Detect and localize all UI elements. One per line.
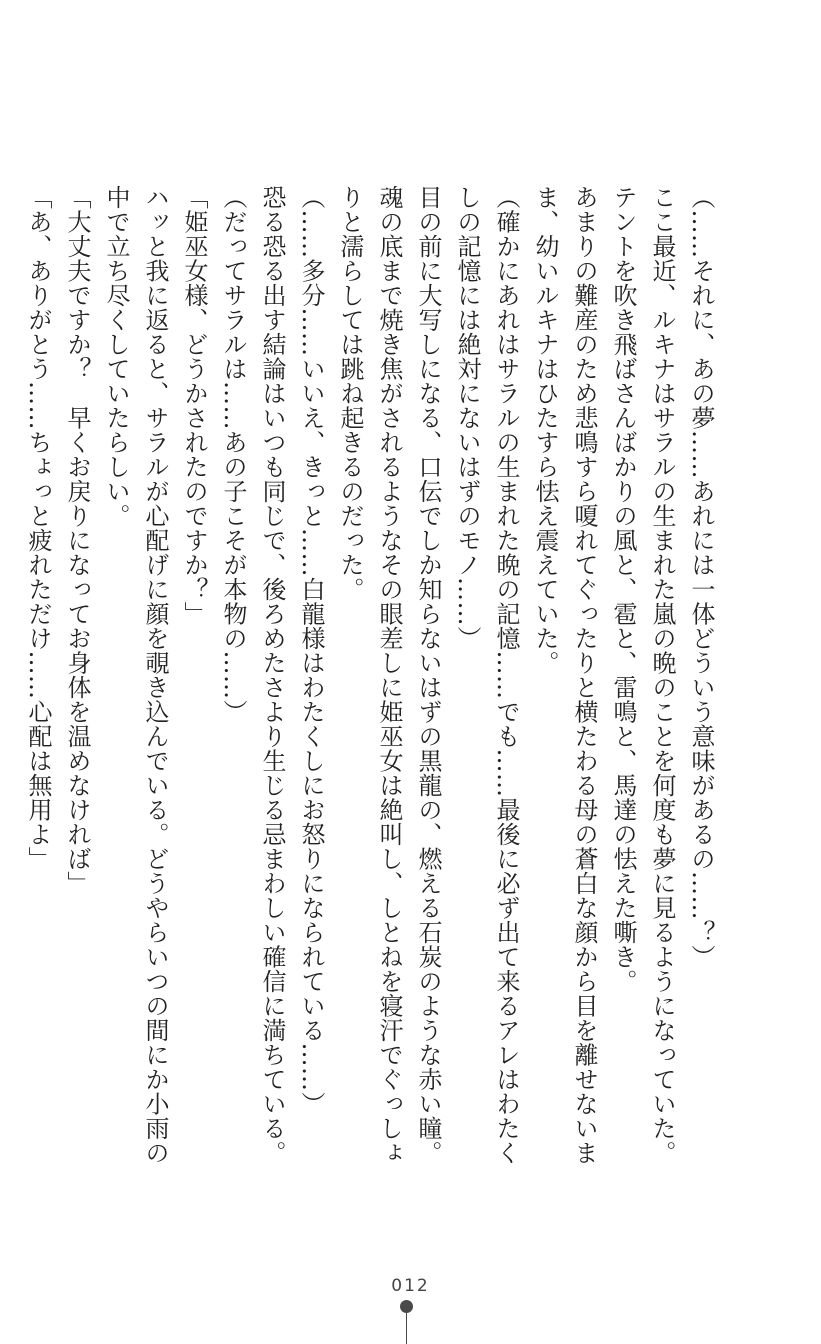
paragraph: テントを吹き飛ばさんばかりの風と、雹と、雷鳴と、馬達の怯えた嘶き。 (609, 185, 637, 994)
paragraph: 魂の底まで焼き焦がされるようなその眼差しに姫巫女は絶叫し、しとねを寝汗でぐっしょりと濡らしては跳ね起きるのだった。 (336, 185, 403, 1165)
paragraph: 目の前に大写しになる、口伝でしか知らないはずの黒龍の、燃える石炭のような赤い瞳。 (414, 185, 442, 1165)
paragraph: ハッと我に返ると、サラルが心配げに顔を覗き込んでいる。どうやらいつの間にか小雨の中で立ち尽くしていたらしい。 (102, 185, 169, 1165)
page-marker-line (406, 1312, 407, 1344)
vertical-body-text (24, 185, 720, 1185)
page-number: 012 (391, 1276, 430, 1296)
paragraph: 「あ、ありがとう……ちょっと疲れただけ……心配は無用よ」 (24, 185, 52, 871)
paragraph: あまりの難産のため悲鳴すら嗄れてぐったりと横たわる母の蒼白な顔から目を離せないまま、幼いルキナはひたすら怯え震えていた。 (531, 185, 598, 1165)
paragraph: 「大丈夫ですか？ 早くお戻りになってお身体を温めなければ」 (63, 185, 91, 896)
paragraph: （だってサラルは……あの子こそが本物の……） (219, 185, 247, 724)
paragraph: （……多分……いいえ、きっと……白龍様はわたくしにお怒りになられている……） (297, 185, 325, 1116)
paragraph: 「姫巫女様、どうかされたのですか？」 (180, 185, 208, 626)
paragraph: （確かにあれはサラルの生まれた晩の記憶……でも……最後に必ず出て来るアレはわたくしの記憶には絶対にないはずのモノ……） (453, 185, 520, 1165)
paragraph: 恐る恐る出す結論はいつも同じで、後ろめたさより生じる忌まわしい確信に満ちている。 (258, 185, 286, 1165)
paragraph: （……それに、あの夢……あれには一体どういう意味があるの……？） (687, 185, 715, 969)
paragraph: ここ最近、ルキナはサラルの生まれた嵐の晩のことを何度も夢に見るようになっていた。 (648, 185, 676, 1165)
